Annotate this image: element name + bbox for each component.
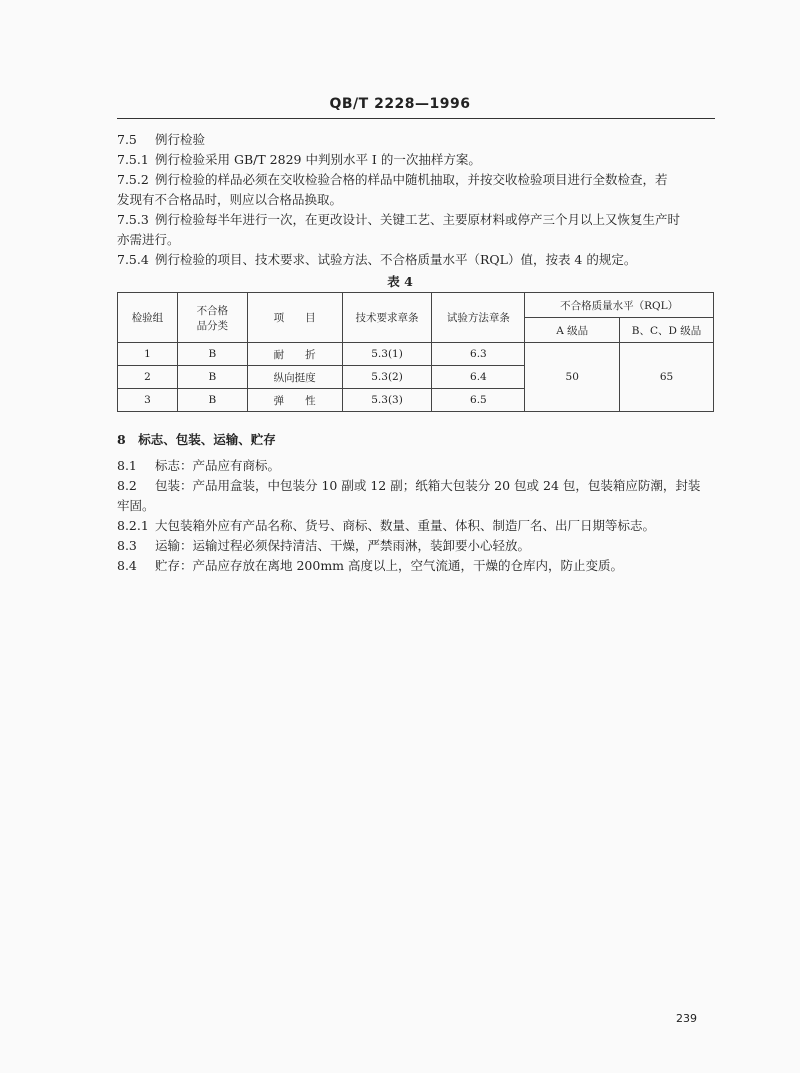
clause-text: 包装：产品用盒装，中包装分 10 副或 12 副；纸箱大包装分 20 包或 24 包，包装箱应防潮，封装 [155,478,701,493]
cell-item: 耐 折 [247,343,342,366]
cell-method: 6.3 [432,343,525,366]
header-tech: 技术要求章条 [342,293,432,343]
clause-text: 贮存：产品应存放在离地 200mm 高度以上，空气流通，干燥的仓库内，防止变质。 [155,558,624,573]
cell-group: 2 [118,366,178,389]
header-group: 检验组 [118,293,178,343]
table-4-caption: 表 4 [387,274,413,289]
clause-7-5-3-continuation: 亦需进行。 [117,232,180,247]
cell-class: B [177,366,247,389]
cell-class: B [177,343,247,366]
cell-group: 3 [118,389,178,412]
clause-7-5-3 [117,210,717,230]
header-class [177,293,247,343]
clause-8-1 [117,456,717,476]
clause-8-2-1 [117,516,717,536]
clause-7-5-4 [117,250,717,270]
clause-7-5-1 [117,150,717,170]
cell-group: 1 [118,343,178,366]
clause-text: 例行检验每半年进行一次，在更改设计、关键工艺、主要原材料或停产三个月以上又恢复生产时 [155,212,681,227]
header-rql: 不合格质量水平（RQL） [525,293,714,318]
heading-7-5 [117,130,717,150]
clause-number: 8.3 [117,538,137,553]
header-rql-a: A 级品 [525,318,620,343]
cell-method: 6.5 [432,389,525,412]
clause-8-3 [117,536,717,556]
clause-number: 7.5.4 [117,252,149,267]
clause-number: 7.5.3 [117,212,149,227]
clause-text: 大包装箱外应有产品名称、货号、商标、数量、重量、体积、制造厂名、出厂日期等标志。 [155,518,656,533]
clause-number: 8.4 [117,558,137,573]
clause-number: 7.5.2 [117,172,149,187]
clause-number: 7.5.1 [117,152,149,167]
clause-8-4 [117,556,717,576]
clause-text: 例行检验的项目、技术要求、试验方法、不合格质量水平（RQL）值，按表 4 的规定。 [155,252,637,267]
clause-text: 标志：产品应有商标。 [155,458,281,473]
cell-tech: 5.3(1) [342,343,432,366]
header-rule [117,118,715,119]
document-header-code: QB/T 2228—1996 [329,96,471,112]
table-row [118,343,714,366]
header-rql-bcd: B、C、D 级品 [620,318,714,343]
cell-item: 弹 性 [247,389,342,412]
cell-rql-a: 50 [525,343,620,412]
table-header-row [118,293,714,318]
clause-text: 例行检验 [155,132,206,147]
cell-tech: 5.3(2) [342,366,432,389]
clause-text: 例行检验的样品必须在交收检验合格的样品中随机抽取，并按交收检验项目进行全数检查，若 [155,172,668,187]
clause-number: 8.2.1 [117,518,149,533]
clause-text: 例行检验采用 GB/T 2829 中判别水平 Ⅰ 的一次抽样方案。 [155,152,481,167]
clause-number: 8.1 [117,458,137,473]
page-number: 239 [676,1012,697,1025]
header-method: 试验方法章条 [432,293,525,343]
clause-7-5-2 [117,170,717,190]
table-4 [117,292,714,412]
cell-item: 纵向挺度 [247,366,342,389]
cell-rql-bcd: 65 [620,343,714,412]
header-class-line1: 不合格 [196,304,229,317]
clause-7-5-2-continuation: 发现有不合格品时，则应以合格品换取。 [117,192,343,207]
cell-tech: 5.3(3) [342,389,432,412]
clause-number: 7.5 [117,132,137,147]
cell-class: B [177,389,247,412]
clause-8-2-continuation: 牢固。 [117,498,155,513]
clause-number: 8.2 [117,478,137,493]
cell-method: 6.4 [432,366,525,389]
header-class-line2: 品分类 [196,319,229,332]
heading-8: 8 标志、包装、运输、贮存 [117,432,276,447]
clause-text: 运输：运输过程必须保持清洁、干燥，严禁雨淋，装卸要小心轻放。 [155,538,531,553]
header-item: 项 目 [247,293,342,343]
clause-8-2 [117,476,717,496]
